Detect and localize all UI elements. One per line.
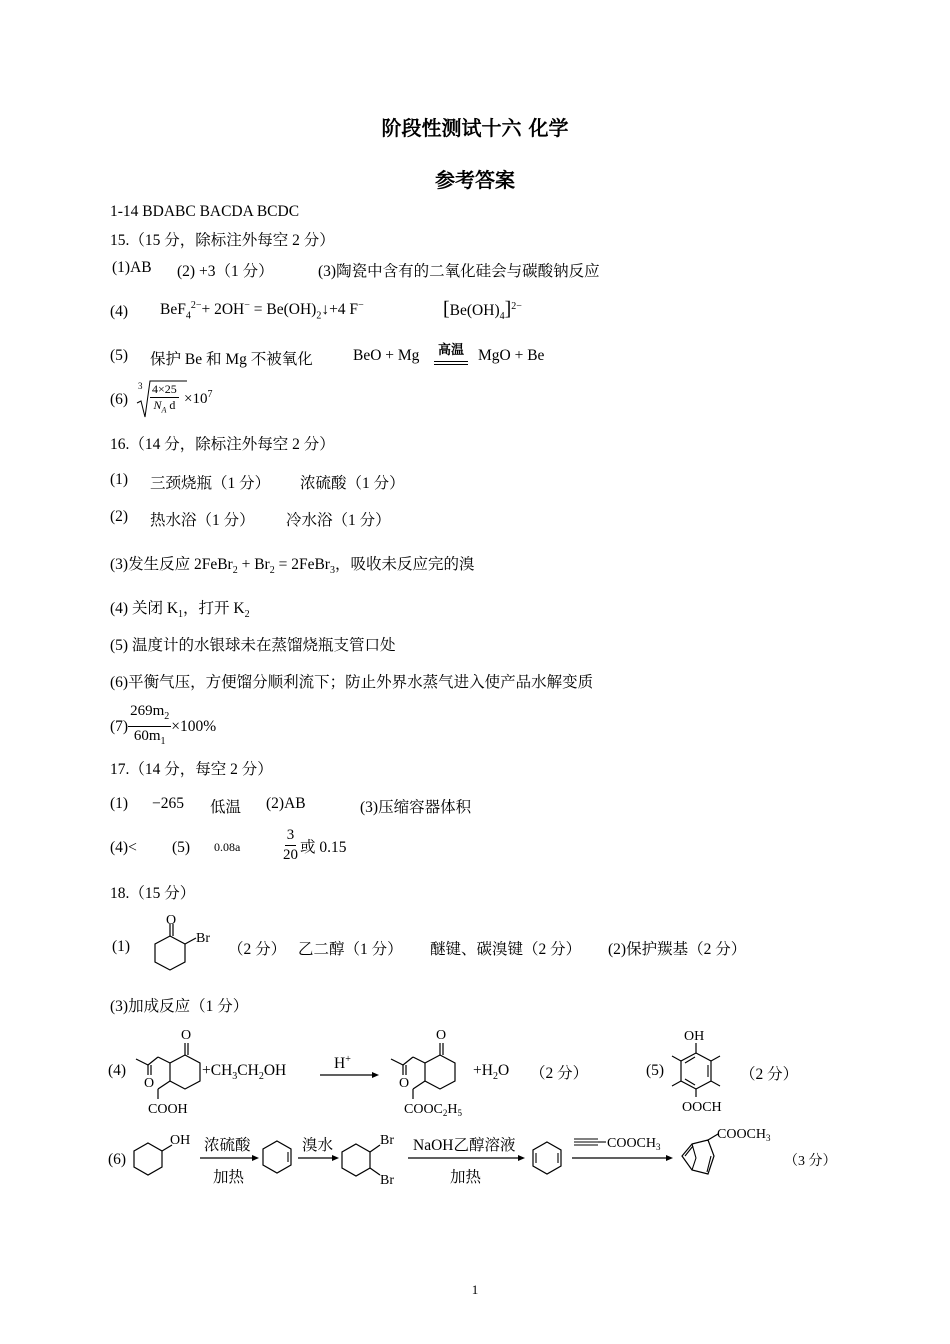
svg-text:Br: Br: [380, 1173, 394, 1188]
q15-5-label: (5): [110, 347, 129, 364]
q18-3: (3)加成反应（1 分）: [110, 998, 249, 1015]
q18-1-label: (1): [112, 938, 131, 955]
q17-4: (4)<: [110, 839, 137, 856]
page-title: 阶段性测试十六 化学: [381, 116, 569, 140]
q15-5-eq-right: MgO + Be: [478, 347, 545, 364]
q16-5: (5) 温度计的水银球未在蒸馏烧瓶支管口处: [110, 637, 396, 654]
mc-answers: 1-14 BDABC BACDA BCDC: [110, 203, 300, 220]
q16-6: (6)平衡气压，方便馏分顺利流下；防止外界水蒸气进入使产品水解变质: [110, 674, 594, 691]
q18-4-water: $+H_2O$: [473, 1062, 510, 1083]
q18-4-alcohol: $+CH_3CH_2OH$: [202, 1062, 287, 1083]
svg-text:OOCH: OOCH: [682, 1100, 722, 1115]
q18-6-bicyclic-product: [674, 1126, 794, 1186]
q17-5-b: $\frac{3}{20}$ 或 0.15: [283, 827, 347, 863]
q18-4-reactant: [128, 1025, 208, 1120]
svg-text:O: O: [166, 913, 177, 928]
q17-1-a: −265: [152, 795, 184, 812]
q18-6-cond3-top: NaOH乙醇溶液: [413, 1137, 516, 1154]
q18-1-a: （2 分）: [228, 941, 287, 958]
q16-7: (7) $\frac{269m_2}{60m_1}$ ×100%: [110, 703, 217, 747]
q18-6-arrow-1: [200, 1153, 260, 1163]
svg-text:OH: OH: [684, 1029, 705, 1044]
q16-1-label: (1): [110, 471, 129, 488]
q16-2-a: 热水浴（1 分）: [150, 512, 255, 529]
q16-3: (3)发生反应 2FeBr$_2$ + $Br_2$ = 2FeBr$_3$，吸收未反应完的溴: [110, 556, 475, 577]
svg-text:COOCH3: $COOCH_3$: [717, 1127, 771, 1143]
q18-6-cond1-top: 浓硫酸: [204, 1137, 251, 1154]
q18-6-score: （3 分）: [784, 1154, 837, 1169]
q18-6-dibromide: [338, 1126, 408, 1192]
q15-2: (2) +3（1 分）: [177, 263, 274, 280]
q17-5-label: (5): [172, 839, 191, 856]
svg-text:COOCH3: $COOCH_3$: [607, 1136, 661, 1152]
q15-header: 15.（15 分，除标注外每空 2 分）: [110, 232, 335, 249]
q18-6-cond2-top: 溴水: [302, 1137, 334, 1154]
svg-text:O: O: [436, 1028, 447, 1043]
svg-text:O: O: [399, 1076, 410, 1091]
q15-4-equation: $BeF_4^{2-}+ 2OH^- = Be(OH)_2↓+4$ F−: [160, 300, 364, 322]
q18-4-product: [380, 1025, 480, 1120]
q15-1: (1)AB: [112, 259, 152, 276]
svg-text:O: O: [181, 1028, 192, 1043]
q18-6-cyclohexene: [260, 1133, 300, 1183]
svg-text:COOC2H5: $COOC_2H_5$: [404, 1102, 463, 1118]
q18-2: (2)保护羰基（2 分）: [608, 941, 747, 958]
q15-3: (3)陶瓷中含有的二氧化硅会与碳酸钠反应: [318, 263, 600, 280]
q18-4-arrow: [320, 1070, 380, 1080]
q18-6-cond3-bot: 加热: [450, 1169, 482, 1186]
q18-5-label: (5): [646, 1062, 665, 1079]
q18-header: 18.（15 分）: [110, 885, 196, 902]
q18-6-arrow-3: [408, 1153, 526, 1163]
q16-header: 16.（14 分，除标注外每空 2 分）: [110, 436, 335, 453]
q15-5-text: 保护 Be 和 Mg 不被氧化: [150, 351, 313, 368]
q17-1-label: (1): [110, 795, 129, 812]
q15-4-complex: $[Be(OH)_4]^{2-}$: [443, 298, 522, 323]
q15-5-eq-left: BeO + Mg: [353, 347, 420, 364]
q17-5-a: 0.08a: [214, 840, 241, 854]
q18-1-structure: [148, 912, 218, 980]
q18-6-cyclohexadiene: [530, 1134, 570, 1184]
svg-text:OH: OH: [170, 1133, 191, 1148]
page-number: 1: [471, 1282, 479, 1297]
q18-4-label: (4): [108, 1062, 127, 1079]
q18-6-cond1-bot: 加热: [213, 1169, 245, 1186]
q15-6-label: (6): [110, 391, 129, 408]
q16-4: (4) 关闭 $K_1$，打开 $K_2$: [110, 600, 250, 621]
q18-1-c: 醚键、碳溴键（2 分）: [430, 941, 582, 958]
svg-text:Br: Br: [380, 1133, 394, 1148]
page-subtitle: 参考答案: [435, 168, 515, 192]
q18-5-structure: [668, 1025, 738, 1117]
q15-4-label: (4): [110, 303, 129, 320]
svg-text:O: O: [144, 1076, 155, 1091]
q16-2-label: (2): [110, 508, 129, 525]
q18-4-catalyst: H+: [334, 1054, 351, 1073]
svg-text:Br: Br: [196, 931, 210, 946]
q16-1-b: 浓硫酸（1 分）: [300, 475, 405, 492]
q18-6-arrow-2: [298, 1153, 340, 1163]
q18-6-alkyne-reagent: [572, 1132, 682, 1164]
q18-6-label: (6): [108, 1151, 127, 1168]
q18-4-score: （2 分）: [530, 1065, 589, 1082]
q15-5-condition: 高温: [434, 339, 468, 365]
q18-1-b: 乙二醇（1 分）: [298, 941, 403, 958]
q17-2: (2)AB: [266, 795, 306, 812]
svg-text:COOH: COOH: [148, 1102, 188, 1117]
q16-1-a: 三颈烧瓶（1 分）: [150, 475, 271, 492]
q17-header: 17.（14 分，每空 2 分）: [110, 761, 273, 778]
q16-2-b: 冷水浴（1 分）: [286, 512, 391, 529]
q17-1-b: 低温: [210, 799, 242, 816]
q18-5-score: （2 分）: [740, 1066, 799, 1083]
q18-6-cyclohexanol: [128, 1125, 198, 1185]
q17-3: (3)压缩容器体积: [360, 799, 472, 816]
